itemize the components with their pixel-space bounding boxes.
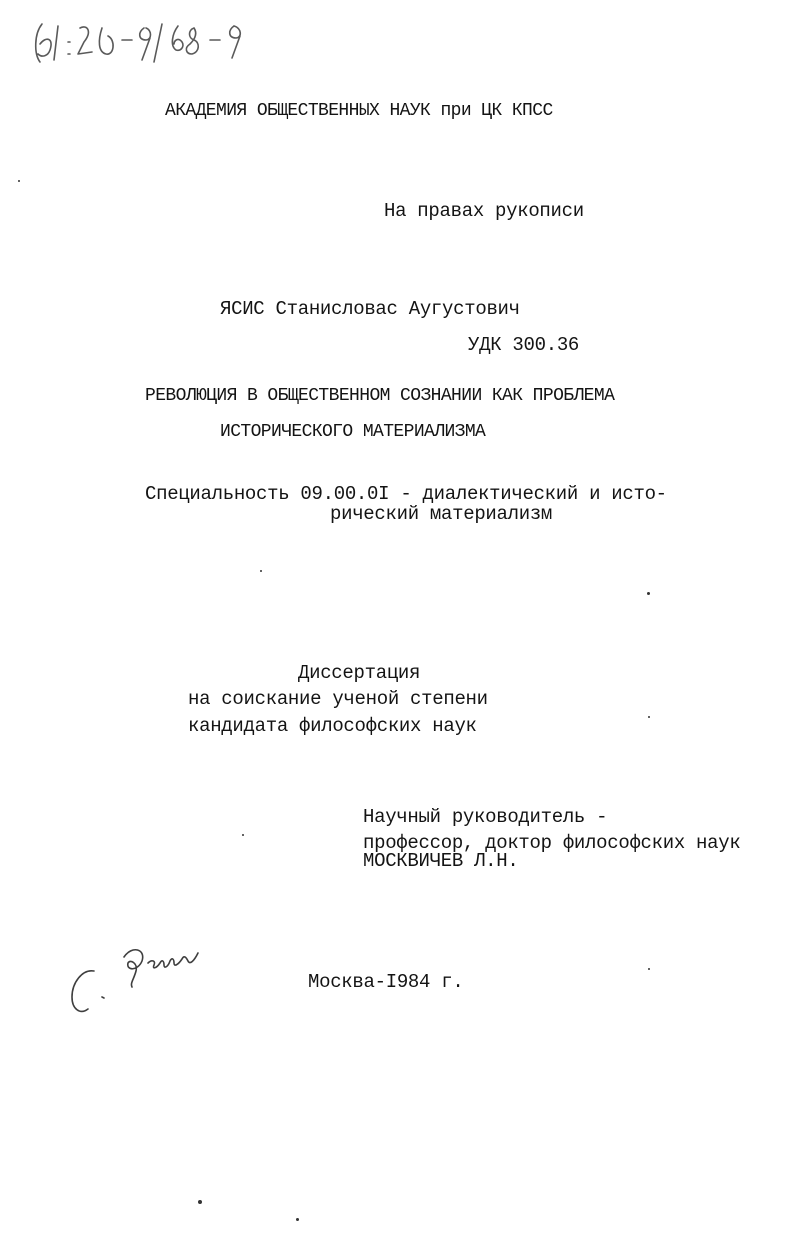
specialty-line-1: Специальность 09.00.0I - диалектический и исто- xyxy=(145,483,667,505)
advisor-label: Научный руководитель - xyxy=(363,806,608,828)
organization-heading: АКАДЕМИЯ ОБЩЕСТВЕННЫХ НАУК при ЦК КПСС xyxy=(165,101,553,121)
scan-speck xyxy=(296,1218,299,1221)
scan-speck xyxy=(260,570,262,572)
author-name: ЯСИС Станисловас Аугустович xyxy=(220,298,520,320)
dissertation-title-line-1: РЕВОЛЮЦИЯ В ОБЩЕСТВЕННОМ СОЗНАНИИ КАК ПРОБЛЕМА xyxy=(145,386,615,406)
advisor-title: профессор, доктор философских наук xyxy=(363,832,741,854)
scan-speck xyxy=(647,592,650,595)
archive-mark-handwriting xyxy=(28,10,278,70)
scan-speck xyxy=(18,180,20,182)
scan-speck xyxy=(648,716,650,718)
degree-line-1: Диссертация xyxy=(298,662,421,684)
specialty-line-2: рический материализм xyxy=(330,503,553,525)
scan-speck xyxy=(242,834,244,836)
degree-line-3: кандидата философских наук xyxy=(188,715,477,737)
handwritten-note xyxy=(60,935,220,1020)
advisor-name: МОСКВИЧЕВ Л.Н. xyxy=(363,850,519,872)
place-and-year: Москва-I984 г. xyxy=(308,971,464,993)
degree-line-2: на соискание ученой степени xyxy=(188,688,488,710)
scan-speck xyxy=(198,1200,202,1204)
scan-speck xyxy=(648,968,650,970)
manuscript-rights-note: На правах рукописи xyxy=(384,200,584,222)
udc-code: УДК 300.36 xyxy=(468,334,580,356)
dissertation-title-line-2: ИСТОРИЧЕСКОГО МАТЕРИАЛИЗМА xyxy=(220,422,486,442)
